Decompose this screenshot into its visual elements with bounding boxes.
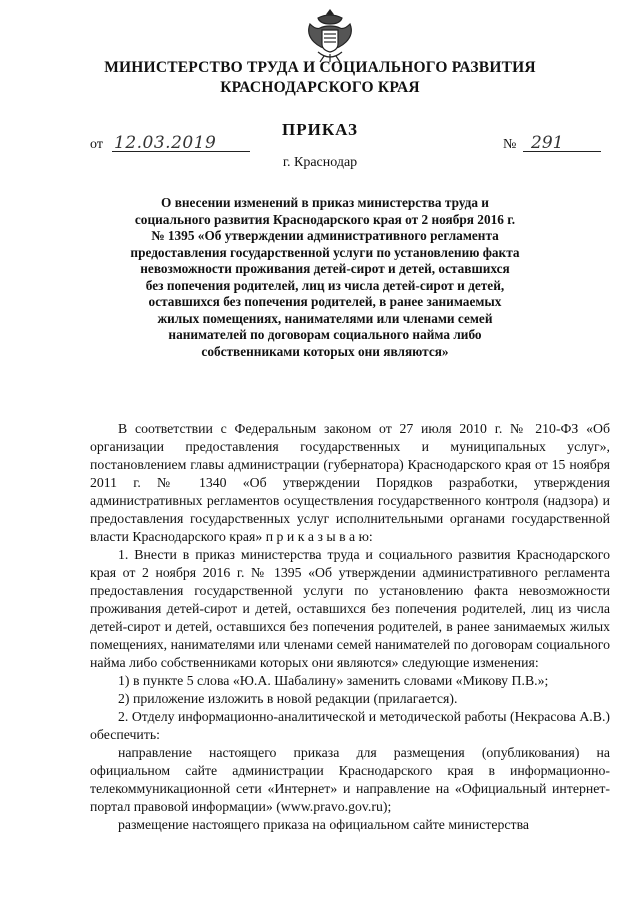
order-date [90, 135, 250, 155]
body-paragraph-subitem-2: 2) приложение изложить в новой редакции (прилагается). [118, 691, 458, 706]
date-value: 12.03.2019 [114, 133, 217, 153]
ministry-name [0, 58, 640, 98]
order-number [503, 135, 603, 155]
number-label: № [503, 137, 517, 152]
number-underline [523, 151, 601, 152]
body-paragraph-publish-2: размещение настоящего приказа на официальном сайте министерства [118, 817, 530, 832]
body-paragraph-publish-1: направление настоящего приказа для размещения (опубликования) на официальном сайте администрации Краснодарского края в информационно-телекоммуникационной сети «Интернет» и направление на «Официальный интернет-портал правовой информации» (www.pravo.gov.ru); [90, 745, 610, 814]
order-title: ПРИКАЗ [282, 120, 358, 139]
date-label: от [90, 137, 103, 152]
order-body [90, 420, 610, 834]
body-paragraph-preamble: В соответствии с Федеральным законом от 27 июля 2010 г. № 210-ФЗ «Об организации предоставления государственных и муниципальных услуг», постановлением главы администрации (губернатора) Краснодарского края от 15 ноября 2011 г. № 1340 «Об утверждении Порядков разработки, утверждения административных регламентов осуществления государственного контроля (надзора) и предоставления государственных услуг исполнительными органами государственной власти Краснодарского края» п р и к а з ы в а ю: [90, 421, 610, 544]
coat-of-arms-icon [304, 6, 356, 64]
order-subject: О внесении изменений в приказ министерства труда и социального развития Краснодарского края от 2 ноября 2016 г. № 1395 «Об утверждении административного регламента предоставления государственной услуги по установлению факта невозможности проживания детей-сирот и детей, оставшихся без попечения родителей, лиц из числа детей-сирот и детей, оставшихся без попечения родителей, в ранее занимаемых жилых помещениях, нанимателями или членами семей нанимателей по договорам социального найма либо собственниками которых они являются» [130, 195, 520, 359]
number-value: 291 [531, 133, 564, 153]
body-paragraph-item-1: 1. Внести в приказ министерства труда и социального развития Краснодарского края от 2 ноября 2016 г. № 1395 «Об утверждении административного регламента предоставления государственной услуги по установлению факта невозможности проживания детей-сирот и детей, оставшихся без попечения родителей, лиц из числа детей-сирот и детей, оставшихся без попечения родителей, в ранее занимаемых жилых помещениях, нанимателями или членами семей нанимателей по договорам социального найма либо собственниками которых они являются» следующие изменения: [90, 547, 610, 670]
body-paragraph-subitem-1: 1) в пункте 5 слова «Ю.А. Шабалину» заменить словами «Микову П.В.»; [118, 673, 549, 688]
body-paragraph-item-2: 2. Отделу информационно-аналитической и методической работы (Некрасова А.В.) обеспечить: [90, 709, 610, 742]
city: г. Краснодар [282, 155, 358, 170]
ministry-line-2: КРАСНОДАРСКОГО КРАЯ [220, 79, 420, 96]
ministry-line-1: МИНИСТЕРСТВО ТРУДА И СОЦИАЛЬНОГО РАЗВИТИЯ [104, 59, 536, 76]
date-underline [112, 151, 250, 152]
